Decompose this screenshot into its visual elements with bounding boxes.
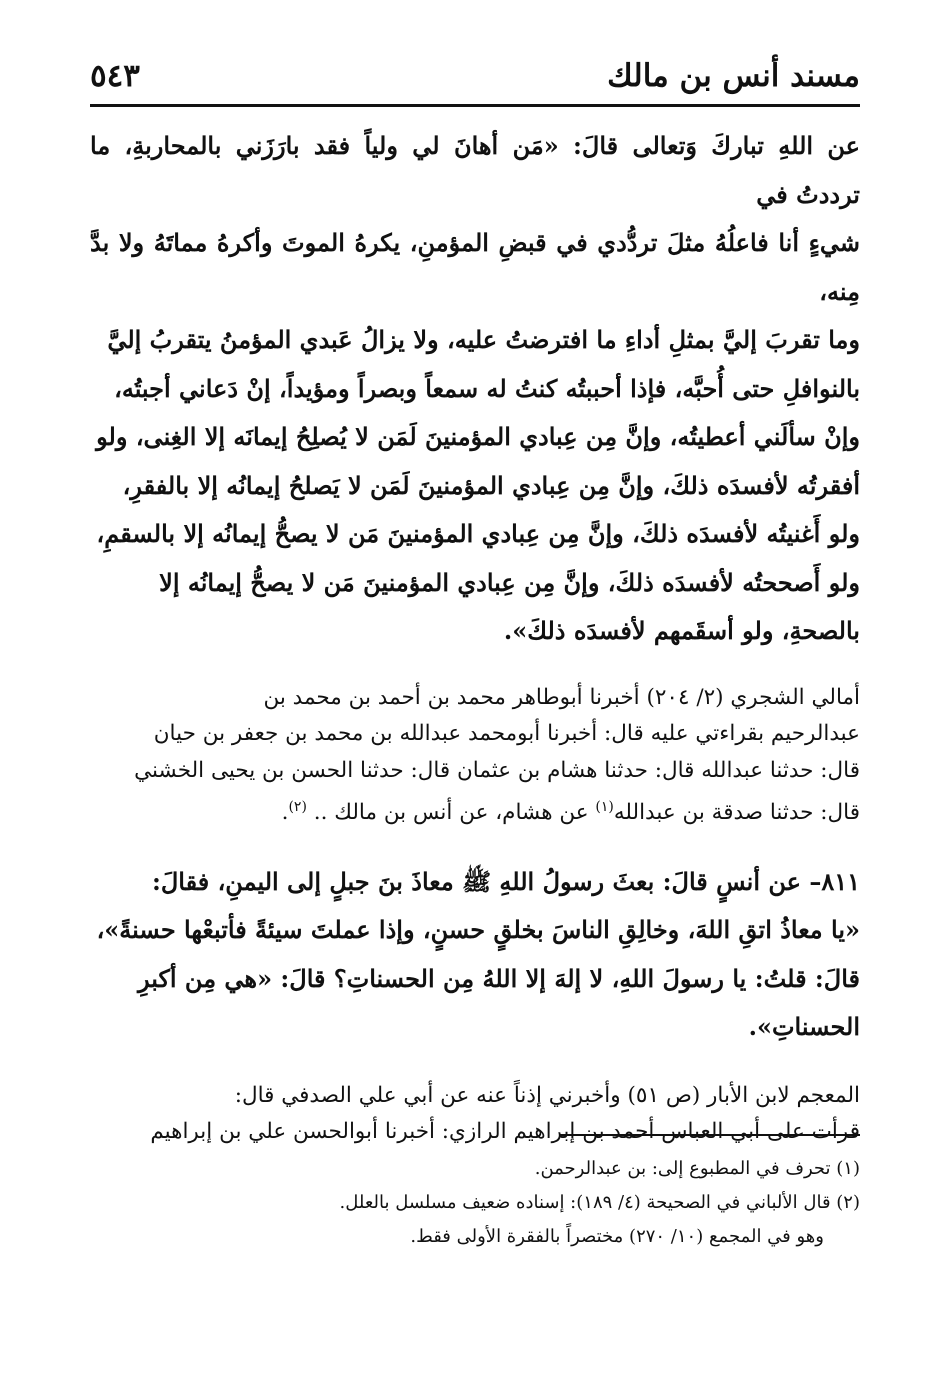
footnote-continuation: وهو في المجمع (١٠/ ٢٧٠) مختصراً بالفقرة الأولى فقط. xyxy=(410,1226,824,1247)
text-fragment: عن هشام، عن أنس بن مالك .. xyxy=(306,800,596,826)
hadith-paragraph xyxy=(90,858,860,1052)
text-fragment: . xyxy=(281,800,289,826)
hadith-paragraph xyxy=(90,122,860,656)
running-header xyxy=(90,50,860,102)
text-line: عن اللهِ تباركَ وَتعالى قالَ: «مَن أهانَ لي ولياً فقد بارَزَني بالمحاربةِ، ما ترددتُ في xyxy=(90,131,860,209)
text-line: قال: حدثنا عبدالله قال: حدثنا هشام بن عثمان قال: حدثنا الحسن بن يحيى الخشني xyxy=(134,757,860,783)
header-title: مسند أنس بن مالك xyxy=(607,58,860,94)
footnotes xyxy=(90,1152,860,1254)
footnote-ref: (١) xyxy=(595,799,614,815)
text-line: ولو أَصححتُه لأفسدَه ذلكَ، وإنَّ مِن عِبادي المؤمنينَ مَن لا يصحُّ إيمانُه إلا xyxy=(159,567,860,597)
footnote-ref: (٢) xyxy=(288,799,307,815)
text-line: الحسناتِ». xyxy=(748,1012,860,1042)
text-line: وإنْ سألَني أعطيتُه، وإنَّ مِن عِبادي المؤمنينَ لَمَن لا يُصلِحُ إيمانَه إلا الغِنى، ولو xyxy=(96,422,860,451)
source-paragraph xyxy=(90,1078,860,1151)
text-line: بالصحةِ، ولو أسقَمهم لأفسدَه ذلكَ». xyxy=(503,616,860,645)
text-line: قالَ: قلتُ: يا رسولَ اللهِ، لا إلهَ إلا اللهُ مِن الحسناتِ؟ قالَ: «هي مِن أكبرِ xyxy=(138,963,860,993)
text-line: المعجم لابن الأبار (ص ٥١) وأخبرني إذناً عنه عن أبي علي الصدفي قال: xyxy=(234,1082,860,1108)
text-line: ٨١١– عن أنسٍ قالَ: بعثَ رسولُ اللهِ ﷺ معاذَ بنَ جبلٍ إلى اليمنِ، فقالَ: xyxy=(151,866,860,896)
text-fragment: قال: حدثنا صدقة بن عبدالله xyxy=(613,800,860,826)
text-line: «يا معاذُ اتقِ اللهَ، وخالِقِ الناسَ بخلقٍ حسنٍ، وإذا عملتَ سيئةً فأتبعْها حسنةً»، xyxy=(96,915,860,945)
page-number: ٥٤٣ xyxy=(90,58,140,94)
text-line xyxy=(90,789,860,832)
footnote-divider xyxy=(560,1134,860,1136)
text-line: ولو أَغنيتُه لأفسدَه ذلكَ، وإنَّ مِن عِبادي المؤمنينَ مَن لا يصحُّ إيمانُه إلا بالسقمِ، xyxy=(96,519,860,548)
text-line: وما تقربَ إليَّ بمثلِ أداءِ ما افترضتُ عليه، ولا يزالُ عَبدي المؤمنُ يتقربُ إليَّ xyxy=(107,325,860,354)
text-line: شيءٍ أنا فاعلُهُ مثلَ تردُّدي في قبضِ المؤمنِ، يكرهُ الموتَ وأكرهُ مماتَهُ ولا بدَّ مِنه، xyxy=(90,228,860,306)
source-paragraph xyxy=(90,680,860,832)
footnote: (١) تحرف في المطبوع إلى: بن عبدالرحمن. xyxy=(534,1158,860,1179)
text-line: أمالي الشجري (٢/ ٢٠٤) أخبرنا أبوطاهر محمد بن أحمد بن محمد بن xyxy=(263,684,860,710)
text-line: عبدالرحيم بقراءتي عليه قال: أخبرنا أبومحمد عبدالله بن محمد بن جعفر بن حيان xyxy=(153,721,860,746)
footnote: (٢) قال الألباني في الصحيحة (٤/ ١٨٩): إسناده ضعيف مسلسل بالعلل. xyxy=(339,1192,860,1213)
header-divider xyxy=(90,104,860,107)
body-text xyxy=(90,122,860,1151)
text-line: قرأت على أبي العباس أحمد بن إبراهيم الرازي: أخبرنا أبوالحسن علي بن إبراهيم xyxy=(150,1119,860,1145)
text-line: أفقرتُه لأفسدَه ذلكَ، وإنَّ مِن عِبادي المؤمنينَ لَمَن لا يَصلحُ إيمانُه إلا بالفقرِ، xyxy=(122,470,860,500)
text-line: بالنوافلِ حتى أُحبَّه، فإذا أحببتُه كنتُ له سمعاً وبصراً ومؤيداً، إنْ دَعاني أجبتُه، xyxy=(114,373,860,403)
